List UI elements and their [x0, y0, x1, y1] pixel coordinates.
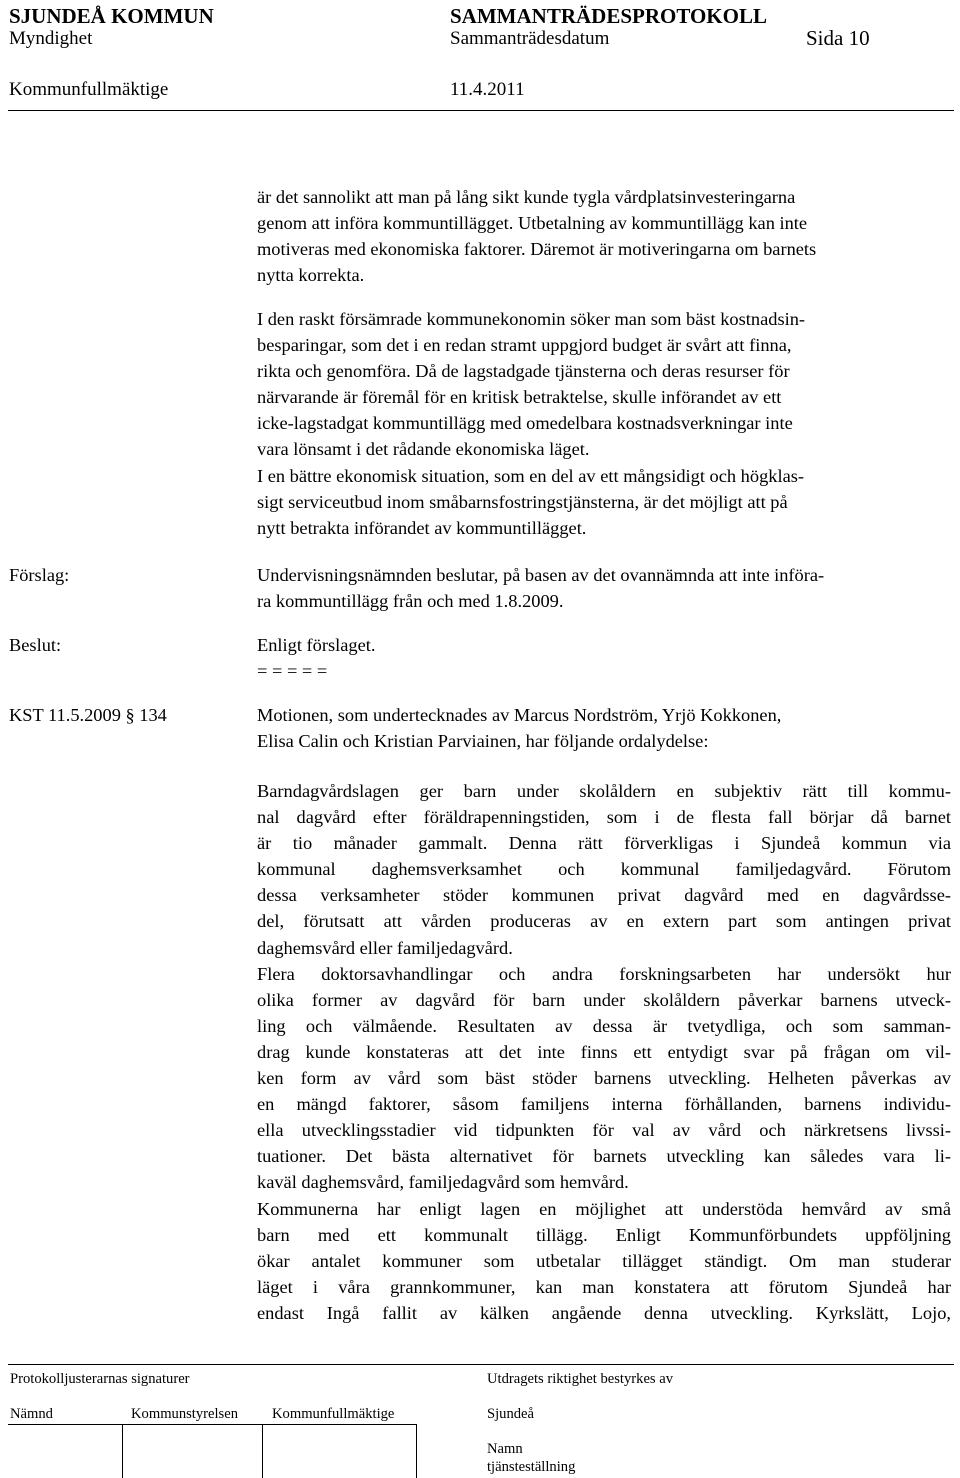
certified-label: Utdragets riktighet bestyrkes av: [487, 1371, 674, 1387]
footer-top-rule: [8, 1364, 954, 1365]
decision-text: Enligt förslaget. = = = = =: [257, 632, 951, 684]
meeting-date: 11.4.2011: [450, 79, 525, 100]
signature-table-rule: [8, 1424, 416, 1425]
proposal-text: Undervisningsnämnden beslutar, på basen av det ovannämnda att inte införa- ra kommuntillägg från och med 1.8.2009.: [257, 565, 825, 612]
footer-col-namnd: Nämnd: [10, 1406, 53, 1422]
signatures-label: Protokolljusterarnas signaturer: [10, 1371, 190, 1387]
paragraph-continuation: är det sannolikt att man på lång sikt kunde tygla vårdplatsinvesteringarna genom att införa kommuntillägget. Utbetalning av kommuntillägg kan inte motiveras med ekonomiska faktorer. Däremot är motiveringarna om barnets nytta korrekta.: [257, 187, 817, 286]
date-label: Sammanträdesdatum: [450, 28, 610, 49]
authority-label: Myndighet: [9, 28, 93, 49]
motion-intro: Motionen, som undertecknades av Marcus Nordström, Yrjö Kokkonen, Elisa Calin och Kristian Parviainen, har följande ordalydelse:: [257, 705, 782, 752]
kst-reference: KST 11.5.2009 § 134: [9, 705, 167, 725]
decision-label: Beslut:: [9, 635, 62, 655]
signature-divider-2: [262, 1424, 263, 1478]
section-separator: = = = = =: [257, 661, 328, 682]
org-name: SJUNDEÅ KOMMUN: [9, 4, 214, 28]
header-rule: [8, 110, 954, 111]
paragraph-economy: I den raskt försämrade kommunekonomin söker man som bäst kostnadsin- besparingar, som det i en redan stramt uppgjord budget är svårt att finna, rikta och genomföra. Då de lagstadgade tjänsterna och deras resurser för närvarande är föremål för en kritisk betraktelse, skulle införandet av ett icke-lagstadgat kommuntillägg med omedelbara kostnadsverkningar inte vara lönsamt i det rådande ekonomiska läget. I en bättre ekonomisk situation, som en del av ett mångsidigt och högklas- sigt serviceutbud inom småbarnsfostringstjänsterna, är det möjligt att på nytt betrakta införandet av kommuntillägget.: [257, 309, 806, 538]
page-number: Sida 10: [806, 26, 870, 50]
footer-place: Sjundeå: [487, 1406, 535, 1422]
signature-divider-1: [122, 1424, 123, 1478]
footer-col-kommunstyrelsen: Kommunstyrelsen: [131, 1406, 239, 1422]
footer-col-kommunfullmaktige: Kommunfullmäktige: [272, 1406, 395, 1422]
document-type: SAMMANTRÄDESPROTOKOLL: [450, 4, 767, 28]
proposal-label: Förslag:: [9, 565, 70, 585]
motion-quote: Barndagvårdslagen ger barn under skolåldern en subjektiv rätt till kommu- nal dagvård efter föräldrapenningstiden, som i de flesta fall börjar då barnet är tio månader gammalt. Denna rätt förverkligas i Sjundeå kommun via kommunal daghemsverksamhet och kommunal familjedagvård. Förutom dessa verksamheter stöder kommunen privat dagvård med en dagvårdsse- del, förutsatt att vården produceras av en extern part som antingen privat daghemsvård eller familjedagvård. Flera doktorsavhandlingar och andra forskningsarbeten har undersökt hur olika former av dagvård för barn under skolåldern påverkar barnens utveck- ling och välmående. Resultaten av dessa är tvetydliga, och som samman- drag kunde konstateras att det inte finns ett entydigt svar på frågan om vil- ken form av vård som bäst stöder barnens utveckling. Helheten påverkas av en mängd faktorer, såsom familjens interna förhållanden, barnens individu- ella utvecklingsstadier vid tidpunkten för val av vård och närkretsens livssi- tuationer. Det bästa alternativet för barnets utveckling kan således vara li- kaväl daghemsvård, familjedagvård som hemvård. Kommunerna har enligt lagen en möjlighet att understöda hemvård av små barn med ett kommunalt tillägg. Enligt Kommunförbundets uppföljning ökar antalet kommuner som utbetalar tillägget ständigt. Om man studerar läget i våra grannkommuner, kan man konstatera att förutom Sjundeå har endast Ingå fallit av kälken angående denna utveckling. Kyrkslätt, Lojo,: [257, 781, 951, 1323]
footer-name-label: Namn: [487, 1441, 523, 1457]
footer-position-label: tjänsteställning: [487, 1459, 576, 1475]
authority-name: Kommunfullmäktige: [9, 79, 169, 100]
signature-divider-3: [416, 1424, 417, 1478]
